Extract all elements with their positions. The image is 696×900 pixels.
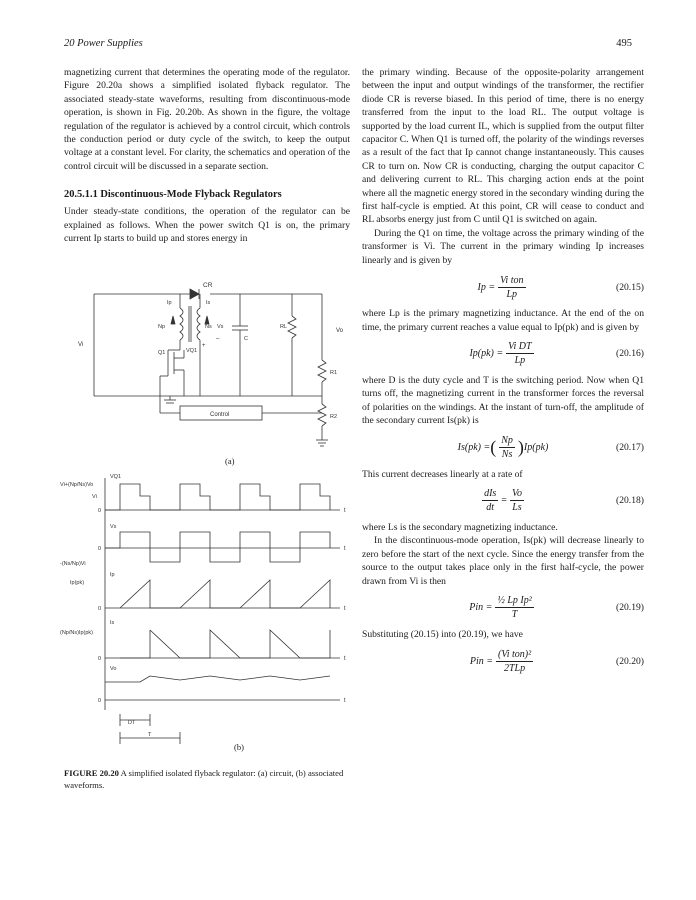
eq1-fraction xyxy=(498,275,525,300)
eq6-numerator: (Vi ton)² xyxy=(498,648,532,660)
wave-label-y2-zero: 0 xyxy=(98,546,102,552)
left-paragraph-2: Under steady-state conditions, the operation of the regulator can be explained as follows. When the power switch Q1 is on, the primary current Ip starts to build up and stores energy in xyxy=(64,206,350,245)
eq2-number: (20.16) xyxy=(616,348,644,360)
eq3-denominator: Ns xyxy=(501,449,513,461)
wave-label-dt: DT xyxy=(128,720,136,726)
eq5-lhs: Pin = xyxy=(469,602,493,614)
right-paragraph-3: where Lp is the primary magnetizing inductance. At the end of the on time, the primary current reaches a value equal to Ip(pk) and is given by xyxy=(362,308,644,333)
wave-t-5: t xyxy=(344,698,346,704)
wave-label-y2-name: Vs xyxy=(110,524,117,530)
eq4-numerator-right: Vo xyxy=(511,488,522,500)
eq6-fraction xyxy=(496,649,533,674)
eq5-denominator: T xyxy=(511,609,518,621)
equation-20-19 xyxy=(362,590,644,626)
equation-20-20 xyxy=(362,643,644,679)
wave-t-4: t xyxy=(344,656,346,662)
wave-t-1: t xyxy=(344,508,346,514)
label-vq1: VQ1 xyxy=(186,348,198,354)
left-column xyxy=(64,66,350,245)
wave-label-y3-zero: 0 xyxy=(98,606,102,612)
eq2-lhs: Ip(pk) = xyxy=(469,348,504,360)
label-ip: Ip xyxy=(167,300,172,306)
equation-20-15 xyxy=(362,269,644,305)
flyback-circuit-diagram xyxy=(60,280,360,470)
wave-t-2: t xyxy=(344,546,346,552)
figure-caption xyxy=(64,768,354,791)
eq4-denominator-left: dt xyxy=(486,502,495,514)
wave-label-y4-name: Is xyxy=(110,620,115,626)
right-paragraph-7: In the discontinuous-mode operation, Is(pk) will decrease linearly to zero before the start of the next cycle. Since the energy transfer from the source to the output takes place only in the first half-cycle, the power drawn from Vi is then xyxy=(362,535,644,587)
eq4-equals: = xyxy=(501,495,507,507)
label-vs: Vs xyxy=(217,324,224,330)
label-r1: R1 xyxy=(330,370,338,376)
wave-label-y4-peak: (Np/Ns)Ip(pk) xyxy=(60,630,94,636)
eq6-lhs: Pin = xyxy=(469,655,494,667)
eq3-rhs: Ip(pk) xyxy=(523,442,549,454)
wave-label-y3-peak: Ip(pk) xyxy=(70,580,85,586)
label-minus: – xyxy=(216,336,220,342)
eq5-number: (20.19) xyxy=(616,602,644,614)
label-rl: RL xyxy=(280,324,288,330)
wave-label-y4-zero: 0 xyxy=(98,656,102,662)
eq3-close-paren: ) xyxy=(517,437,524,458)
label-vi: Vi xyxy=(78,342,84,348)
right-paragraph-5: This current decreases linearly at a rate of xyxy=(362,468,523,480)
label-r2: R2 xyxy=(330,414,338,420)
eq6-denominator: 2TLp xyxy=(504,662,526,674)
right-paragraph-6: where Ls is the secondary magnetizing inductance. xyxy=(362,521,558,533)
right-paragraph-2: During the Q1 on time, the voltage across the primary winding of the transformer is Vi. The current in the primary winding Ip increases linearly and is given by xyxy=(362,227,644,266)
wave-label-y1-top: Vi+(Np/Ns)Vo xyxy=(60,482,94,488)
wave-label-y3-name: Ip xyxy=(110,572,115,578)
eq6-number: (20.20) xyxy=(616,655,644,667)
wave-label-period: T xyxy=(148,732,152,738)
left-paragraph-1: magnetizing current that determines the operating mode of the regulator. Figure 20.20a shows a simplified isolated flyback regulator. The associated steady-state waveforms, resulting from discontinuous-mode operation, is shown in Fig. 20.20b. As shown in the figure, the voltage regulation of the regulator is achieved by a control circuit, which controls the conduction period or duty cycle of the switch, to keep the output voltage at a constant level. For clarity, the schematics and operation of the control circuit will be discussed in a separate section. xyxy=(64,67,350,172)
wave-label-y5-zero: 0 xyxy=(98,698,102,704)
wave-label-y2-neg: -(Ns/Np)Vi xyxy=(60,561,86,567)
wave-label-y1-name: VQ1 xyxy=(110,474,122,480)
equation-20-16 xyxy=(362,336,644,372)
eq3-lhs: Is(pk) = xyxy=(457,442,491,454)
section-heading: 20.5.1.1 Discontinuous-Mode Flyback Regulators xyxy=(64,189,282,201)
running-head: 20 Power Supplies xyxy=(64,38,143,49)
label-plus: + xyxy=(202,343,206,349)
wave-label-y5-name: Vo xyxy=(110,666,117,672)
right-paragraph-4: where D is the duty cycle and T is the switching period. Now when Q1 turns off, the magnetizing current in the transformer forces the reversal of polarities on the windings. At the instant of turn-off, the amplitude of the secondary current Is(pk) is xyxy=(362,374,644,427)
eq1-lhs: Ip = xyxy=(477,281,496,293)
eq4-denominator-right: Ls xyxy=(512,502,522,514)
wave-t-3: t xyxy=(344,606,346,612)
eq5-fraction xyxy=(495,595,533,620)
label-is: Is xyxy=(206,300,211,306)
equation-20-17 xyxy=(362,430,644,466)
label-control: Control xyxy=(210,412,230,418)
right-paragraph-8: Substituting (20.15) into (20.19), we have xyxy=(362,628,523,640)
eq3-fraction xyxy=(499,435,515,460)
equation-20-18 xyxy=(362,483,644,519)
waveform-diagram xyxy=(60,470,360,760)
eq4-fraction-left xyxy=(482,488,498,513)
wave-label-y1-mid: Vi xyxy=(92,494,97,500)
eq1-denominator: Lp xyxy=(506,288,518,300)
label-ns: Ns xyxy=(205,324,212,330)
eq1-numerator: Vi ton xyxy=(500,274,524,286)
eq3-number: (20.17) xyxy=(616,442,644,454)
eq5-numerator: ½ Lp Ip² xyxy=(497,595,532,607)
page-number: 495 xyxy=(616,38,632,49)
label-q1: Q1 xyxy=(158,350,166,356)
label-np: Np xyxy=(158,324,166,330)
caption-title: FIGURE 20.20 xyxy=(64,768,119,778)
eq2-fraction xyxy=(506,341,533,366)
wave-label-y1-zero: 0 xyxy=(98,508,102,514)
eq2-denominator: Lp xyxy=(514,355,526,367)
eq3-numerator: Np xyxy=(501,435,513,447)
eq4-fraction-right xyxy=(510,488,524,513)
eq3-open-paren: ( xyxy=(490,437,497,458)
label-c: C xyxy=(244,336,248,342)
label-cr: CR xyxy=(203,282,213,289)
right-paragraph-1: the primary winding. Because of the opposite-polarity arrangement between the input and output windings of the transformer, the rectifier diode CR is reverse biased. In this period of time, there is no energy transferred from the input to the load RL. The output voltage is supported by the load current IL, which is supplied from the output filter capacitor C. When Q1 is turned off, the polarity of the windings reverses as a result of the fact that Ip cannot change instantaneously. This causes CR to turn on. Now CR is conducting, charging the output capacitor C and delivering current to RL. This charging action ends at the point where all the magnetic energy stored in the secondary winding during the first half-cycle is emptied. At this point, CR will cease to conduct and RL absorbs energy just from C until Q1 is switched on again. xyxy=(362,67,644,226)
figure-a-label: (a) xyxy=(225,456,235,466)
right-column xyxy=(362,66,644,681)
caption-text: A simplified isolated flyback regulator: (a) circuit, (b) associated waveforms. xyxy=(64,768,344,790)
label-vo: Vo xyxy=(336,328,344,334)
eq4-number: (20.18) xyxy=(616,495,644,507)
eq1-number: (20.15) xyxy=(616,281,644,293)
figure-b-label: (b) xyxy=(234,742,244,752)
eq4-numerator-left: dIs xyxy=(484,488,497,500)
eq2-numerator: Vi DT xyxy=(508,341,532,353)
